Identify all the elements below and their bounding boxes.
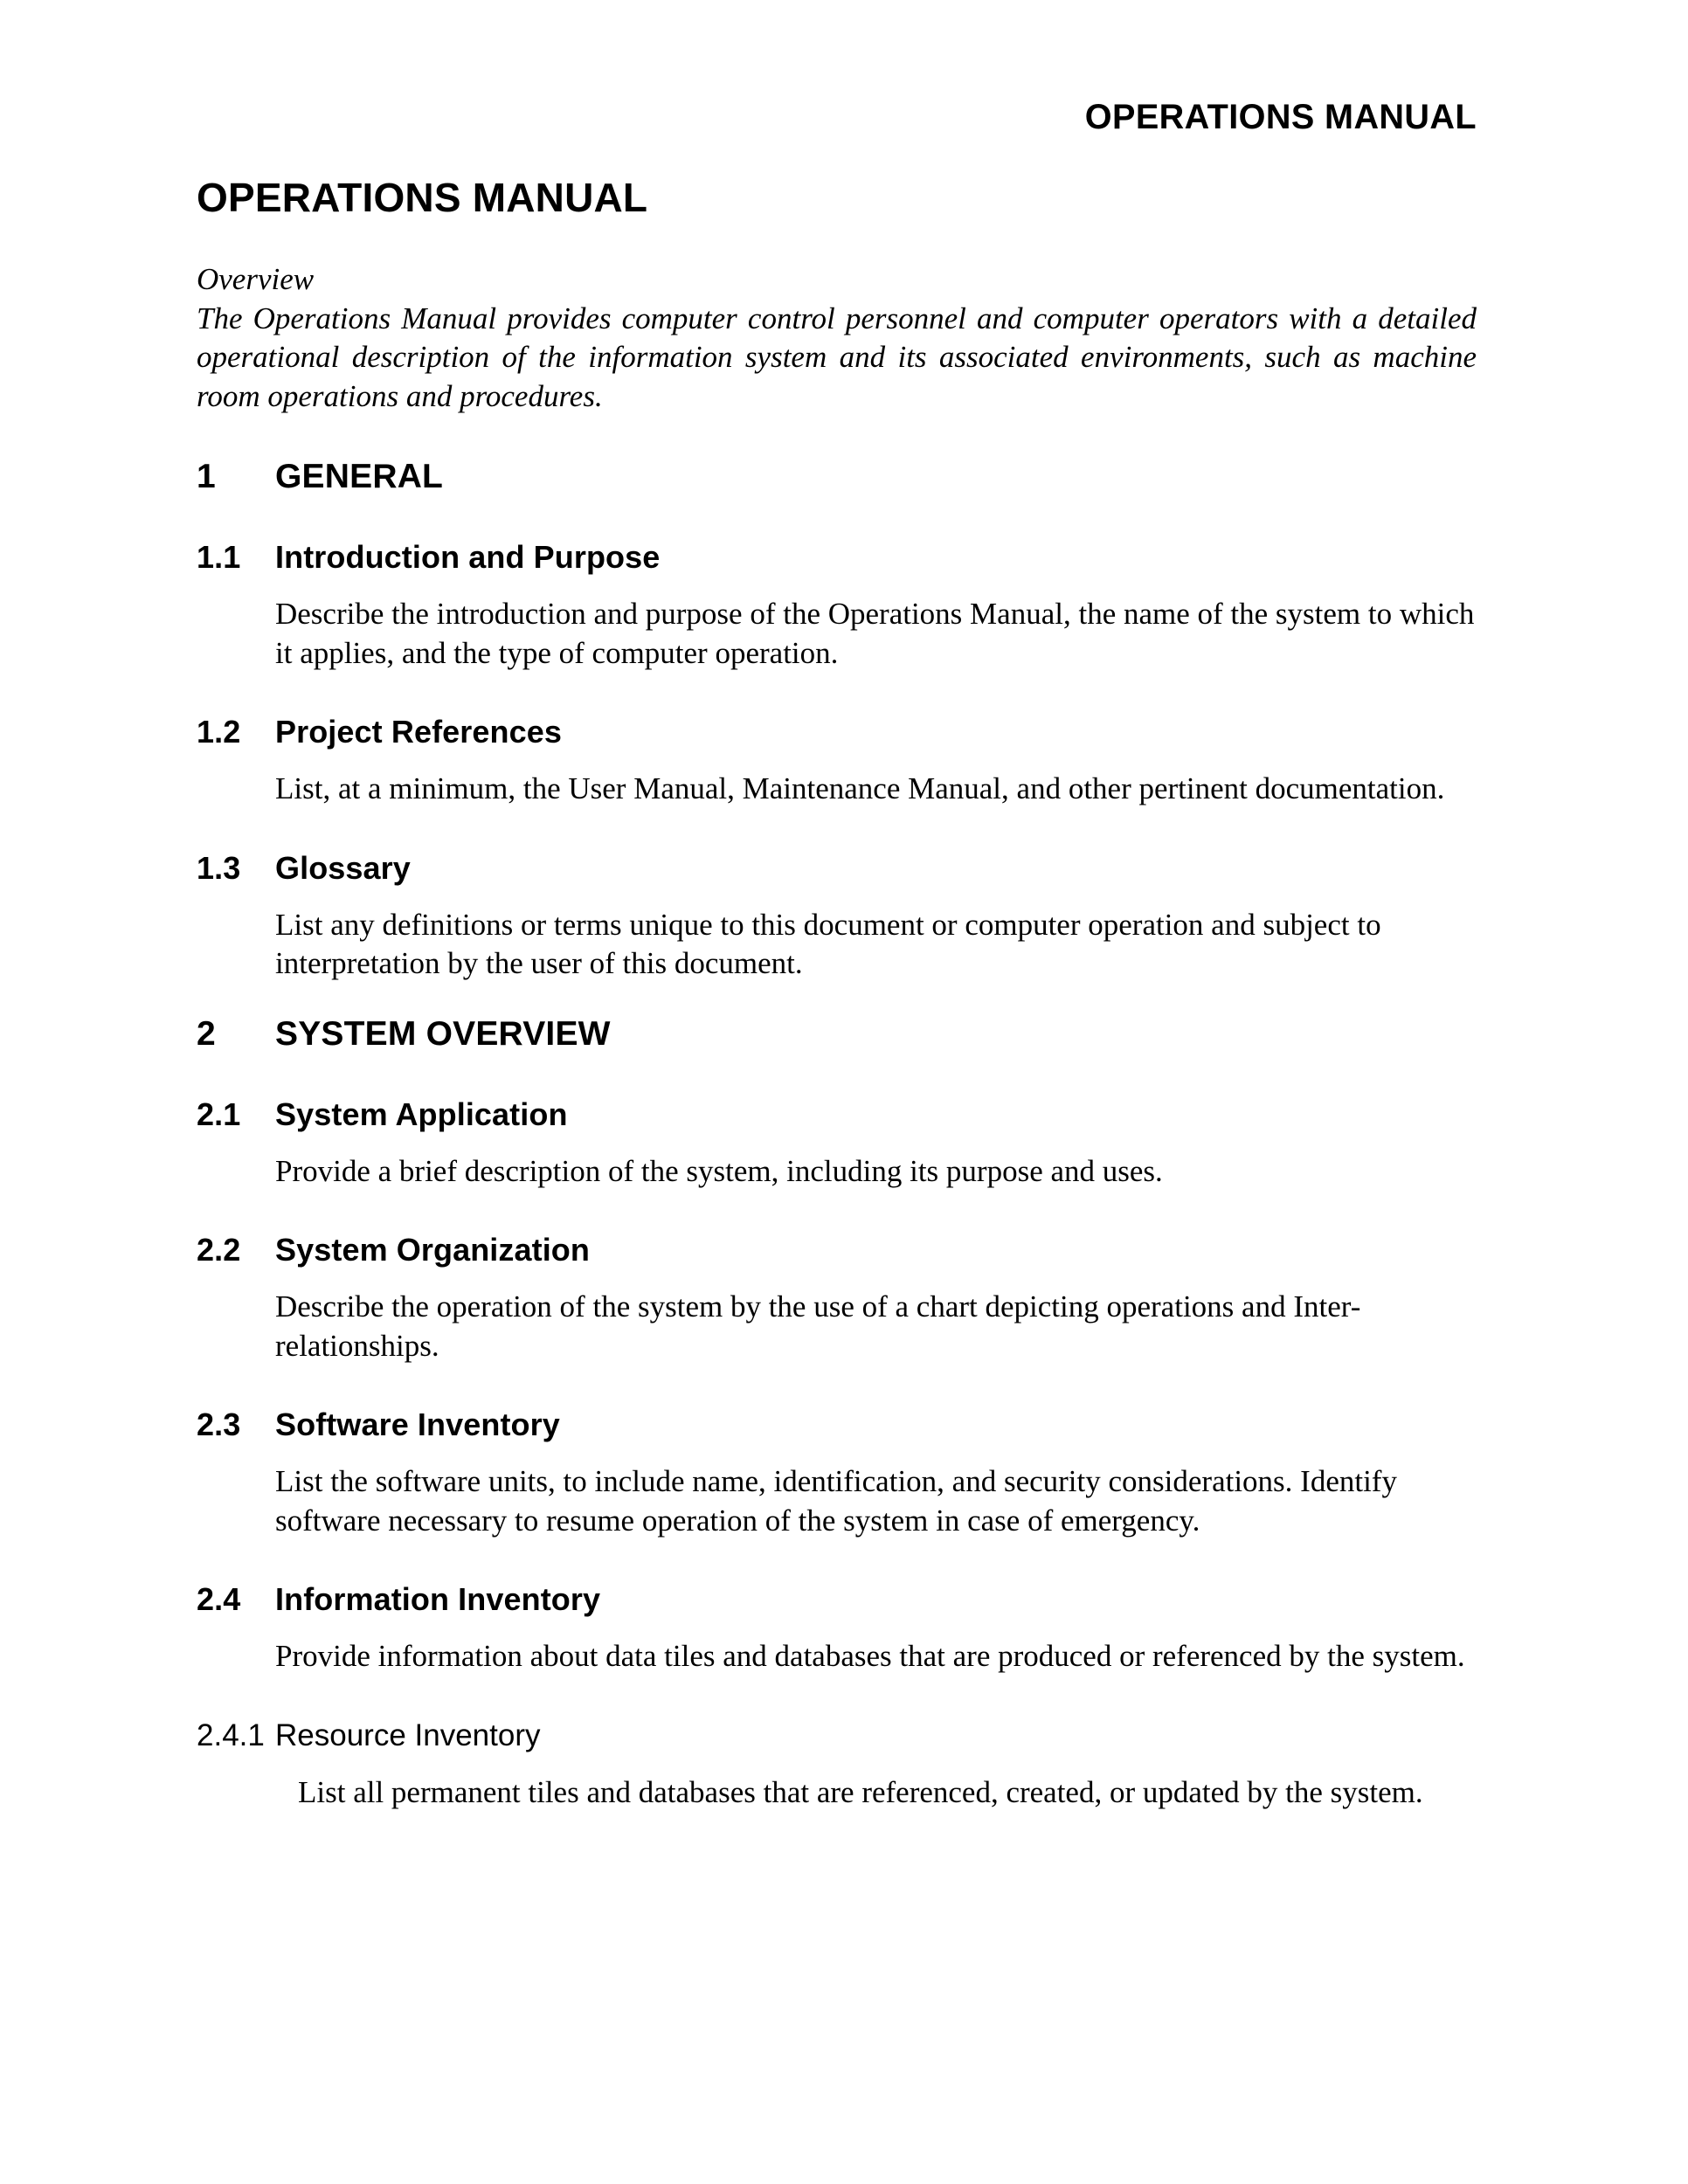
heading-title: SYSTEM OVERVIEW bbox=[275, 1014, 611, 1053]
heading-number: 2.4.1 bbox=[197, 1717, 265, 1752]
document-body bbox=[197, 173, 1477, 1812]
section-2-2-system-organization bbox=[197, 1231, 1477, 1365]
heading-level-2 bbox=[197, 1231, 1477, 1269]
heading-level-1 bbox=[197, 456, 1477, 498]
heading-title: System Organization bbox=[275, 1232, 590, 1268]
heading-number: 2 bbox=[197, 1014, 216, 1053]
heading-title: Project References bbox=[275, 714, 562, 750]
heading-title: Glossary bbox=[275, 849, 411, 886]
section-1-general bbox=[197, 456, 1477, 498]
heading-level-2 bbox=[197, 1580, 1477, 1619]
section-body-text: Describe the operation of the system by the use of a chart depicting operations and Inter-relationships. bbox=[275, 1289, 1361, 1363]
section-2-system-overview bbox=[197, 1013, 1477, 1055]
heading-number: 1.2 bbox=[197, 714, 241, 750]
heading-level-2 bbox=[197, 849, 1477, 888]
section-1-3-glossary bbox=[197, 849, 1477, 984]
section-body-text: Provide information about data tiles and databases that are produced or referenced by the system. bbox=[275, 1639, 1465, 1673]
section-2-4-1-resource-inventory bbox=[197, 1717, 1477, 1813]
heading-number: 2.1 bbox=[197, 1095, 241, 1132]
section-body-text: List any definitions or terms unique to this document or computer operation and subject to interpretation by the user of this document. bbox=[275, 907, 1381, 980]
heading-title: GENERAL bbox=[275, 458, 444, 495]
section-body-text: List the software units, to include name, identification, and security considerations. Identify software necessary to resume operation of the system in case of emergency. bbox=[275, 1464, 1397, 1538]
heading-title: System Application bbox=[275, 1095, 568, 1132]
heading-title: Resource Inventory bbox=[275, 1717, 541, 1752]
section-1-1-introduction-and-purpose bbox=[197, 538, 1477, 673]
section-2-1-system-application bbox=[197, 1095, 1477, 1192]
heading-level-1 bbox=[197, 1013, 1477, 1055]
section-body-text: Provide a brief description of the system, including its purpose and uses. bbox=[275, 1153, 1163, 1188]
heading-level-2 bbox=[197, 713, 1477, 751]
section-body-text: List all permanent tiles and databases that are referenced, created, or updated by the system. bbox=[298, 1774, 1423, 1809]
heading-level-2 bbox=[197, 538, 1477, 577]
heading-number: 2.3 bbox=[197, 1406, 241, 1442]
page-title: OPERATIONS MANUAL bbox=[197, 175, 648, 220]
heading-number: 1.3 bbox=[197, 849, 241, 886]
section-2-4-information-inventory bbox=[197, 1580, 1477, 1676]
heading-number: 1 bbox=[197, 458, 216, 495]
heading-number: 2.4 bbox=[197, 1581, 241, 1617]
section-body-text: Describe the introduction and purpose of the Operations Manual, the name of the system to which it applies, and the type of computer operation. bbox=[275, 597, 1475, 670]
heading-number: 2.2 bbox=[197, 1232, 241, 1268]
heading-level-2 bbox=[197, 1406, 1477, 1444]
section-body-text: List, at a minimum, the User Manual, Maintenance Manual, and other pertinent documentation. bbox=[275, 771, 1445, 805]
heading-title: Introduction and Purpose bbox=[275, 539, 661, 575]
running-header-title: OPERATIONS MANUAL bbox=[1084, 98, 1477, 136]
overview-block bbox=[197, 260, 1477, 416]
heading-title: Information Inventory bbox=[275, 1581, 601, 1617]
heading-title: Software Inventory bbox=[275, 1406, 560, 1442]
overview-text: The Operations Manual provides computer control personnel and computer operators with a detailed operational description of the information system and its associated environments, such as machine room operations and procedures. bbox=[197, 301, 1477, 413]
section-1-2-project-references bbox=[197, 713, 1477, 809]
heading-level-3 bbox=[197, 1717, 1477, 1755]
section-2-3-software-inventory bbox=[197, 1406, 1477, 1540]
overview-label: Overview bbox=[197, 262, 315, 296]
heading-level-2 bbox=[197, 1095, 1477, 1134]
heading-number: 1.1 bbox=[197, 539, 241, 575]
